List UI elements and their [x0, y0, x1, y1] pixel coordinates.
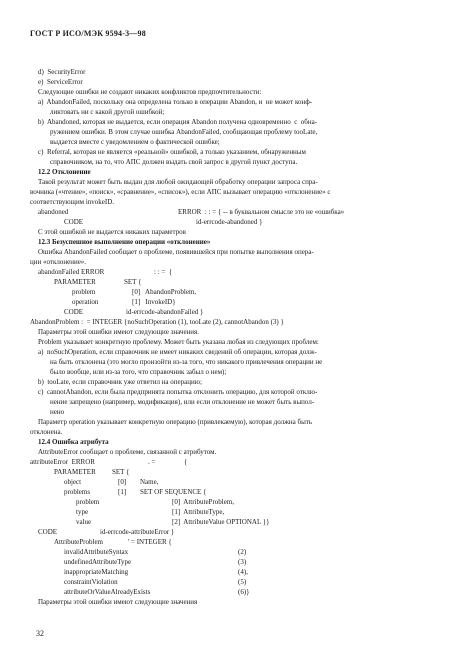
text-line: вочника («чтение», «поиск», «сравнение», «список»), если АПС вызывает операцию «отклонение» с [30, 188, 331, 196]
text-line: было вообще, или из-за того, что справочник забыл о нем); [50, 368, 227, 376]
text-line: a) noSuchOperation, если справочник не имеет никаких сведений об операции, которая долж- [38, 348, 317, 356]
text-line: нено [50, 408, 65, 416]
code-line: type [76, 508, 89, 516]
text-line: выдается вместе с уведомлением о фактической ошибке; [50, 138, 220, 146]
code-line: inappropriateMatching [64, 568, 129, 576]
section-heading: 12.2 Отклонение [38, 168, 91, 176]
text-line: Параметр operation указывает конкретную операцию (привлекаемую), которая должна быть [38, 418, 313, 426]
code-line: [1] AttributeType, [172, 508, 225, 516]
text-line: Problem указывает конкретную проблему. Может быть указана любая из следующих проблем: [38, 338, 319, 346]
code-line: AbandonProblem : = INTEGER {noSuchOperation (1), tooLate (2), cannotAbandon (3) } [30, 318, 284, 326]
text-line: нение запрещено (например, модификация), или если отклонение не может быть выпол- [50, 398, 315, 406]
text-line: c) cannotAbandon, если была предпринята попытка отклонить операцию, для которой отклю- [38, 388, 318, 396]
text-line: Параметры этой ошибки имеют следующие значения. [38, 328, 200, 336]
code-line: { [184, 458, 188, 466]
text-line: b) Abandoned, которая не выдается, если операция Abandon получена одновременно с обна- [38, 118, 318, 126]
text-line: b) tooLate, если справочник уже ответил на операцию; [38, 378, 202, 386]
code-line: PARAMETER [54, 468, 96, 476]
code-line: [0] AbandonProblem, [132, 288, 197, 296]
text-line: AttributeError сообщает о проблеме, связанной с атрибутом. [38, 448, 217, 456]
text-line: a) AbandonFailed, поскольку она определена только в операции Abandon, и не может конф- [38, 98, 313, 106]
code-line: [1] [118, 488, 127, 496]
text-line: на быть отклонена (это могло произойти из-за того, что никакого привлечения операции не [50, 358, 323, 366]
text-line: ции «отклонение». [30, 258, 87, 266]
text-line: c) Referral, которая не является «реальной» ошибкой, а только указанием, обнаруженным [38, 148, 306, 156]
code-line: Name, [140, 478, 159, 486]
code-line: CODE [38, 528, 58, 536]
code-line: . = [148, 458, 156, 466]
code-line: (3) [238, 558, 247, 566]
text-line: Такой результат может быть выдан для любой ожидающей обработку операции запроса спра- [38, 178, 318, 186]
code-line: attributeError ERROR [30, 458, 95, 466]
code-line: SET { [112, 468, 130, 476]
code-line: (6)} [238, 588, 250, 596]
code-line: id-errcode-abandoned } [196, 218, 263, 226]
code-line: problem [72, 288, 96, 296]
code-line: : : = { [154, 268, 173, 276]
code-line: (2) [238, 548, 247, 556]
code-line: operation [72, 298, 99, 306]
code-line: (5) [238, 578, 247, 586]
code-line: id-errcode-attributeError } [100, 528, 175, 536]
text-line: соответствующим invokeID. [30, 198, 115, 206]
code-line: id-errcode-abandonFailed } [126, 308, 204, 316]
code-line: CODE [64, 308, 84, 316]
text-line: d) SecurityError [38, 68, 86, 76]
code-line: problems [64, 488, 91, 496]
text-line: Параметры этой ошибки имеют следующие значения [38, 598, 198, 606]
code-line: attributeOrValueAlreadyExists [64, 588, 151, 596]
text-line: Следующие ошибки не создают никаких конфликтов предпочтительности: [38, 88, 262, 96]
code-line: CODE [64, 218, 84, 226]
code-line: abandoned [38, 208, 69, 216]
code-line: [2] AttributeValue OPTIONAL }} [172, 518, 270, 526]
code-line: SET { [124, 278, 142, 286]
code-line: abandonFailed ERROR [38, 268, 105, 276]
code-line: problem [76, 498, 100, 506]
code-line: value [76, 518, 92, 526]
code-line: SET OF SEQUENCE { [140, 488, 207, 496]
code-line: object [64, 478, 82, 486]
code-line: (4), [238, 568, 248, 576]
code-line: AttributeProblem [54, 538, 103, 546]
text-line: Ошибка AbandonFailed сообщает о проблеме, появившейся при попытке выполнения опера- [38, 248, 314, 256]
page-number: 32 [36, 629, 44, 638]
section-heading: 12.3 Безуспешное выполнение операции «отклонение» [38, 238, 211, 246]
code-line: [0] AttributeProblem, [172, 498, 235, 506]
code-line: PARAMETER [54, 278, 96, 286]
code-line: undefinedAttributeType [64, 558, 132, 566]
text-line: С этой ошибкой не выдается никаких параметров [38, 228, 186, 236]
code-line: invalidAttributeSyntax [64, 548, 129, 556]
text-line: e) ServiceError [38, 78, 83, 86]
code-line: ERROR : : = { -- в буквальном смысле это не «ошибка» [178, 208, 345, 216]
text-line: ружением ошибки. В этом случае ошибка AbandonFailed, сообщающая проблему tooLate, [50, 128, 318, 136]
text-line: справочником, на то, что АПС должен выдать свой запрос в другой пункт доступа. [50, 158, 298, 166]
code-line: [1] InvokeID} [132, 298, 176, 306]
code-line: [0] [118, 478, 127, 486]
text-line: ликтовать ни с какой другой ошибкой; [50, 108, 165, 116]
code-line: constraintViolation [64, 578, 118, 586]
section-heading: 12.4 Ошибка атрибута [38, 438, 109, 446]
standard-header: ГОСТ Р ИСО/МЭК 9594-3—98 [30, 29, 146, 38]
code-line: ' = INTEGER { [128, 538, 172, 546]
text-line: отклонена. [30, 428, 63, 436]
